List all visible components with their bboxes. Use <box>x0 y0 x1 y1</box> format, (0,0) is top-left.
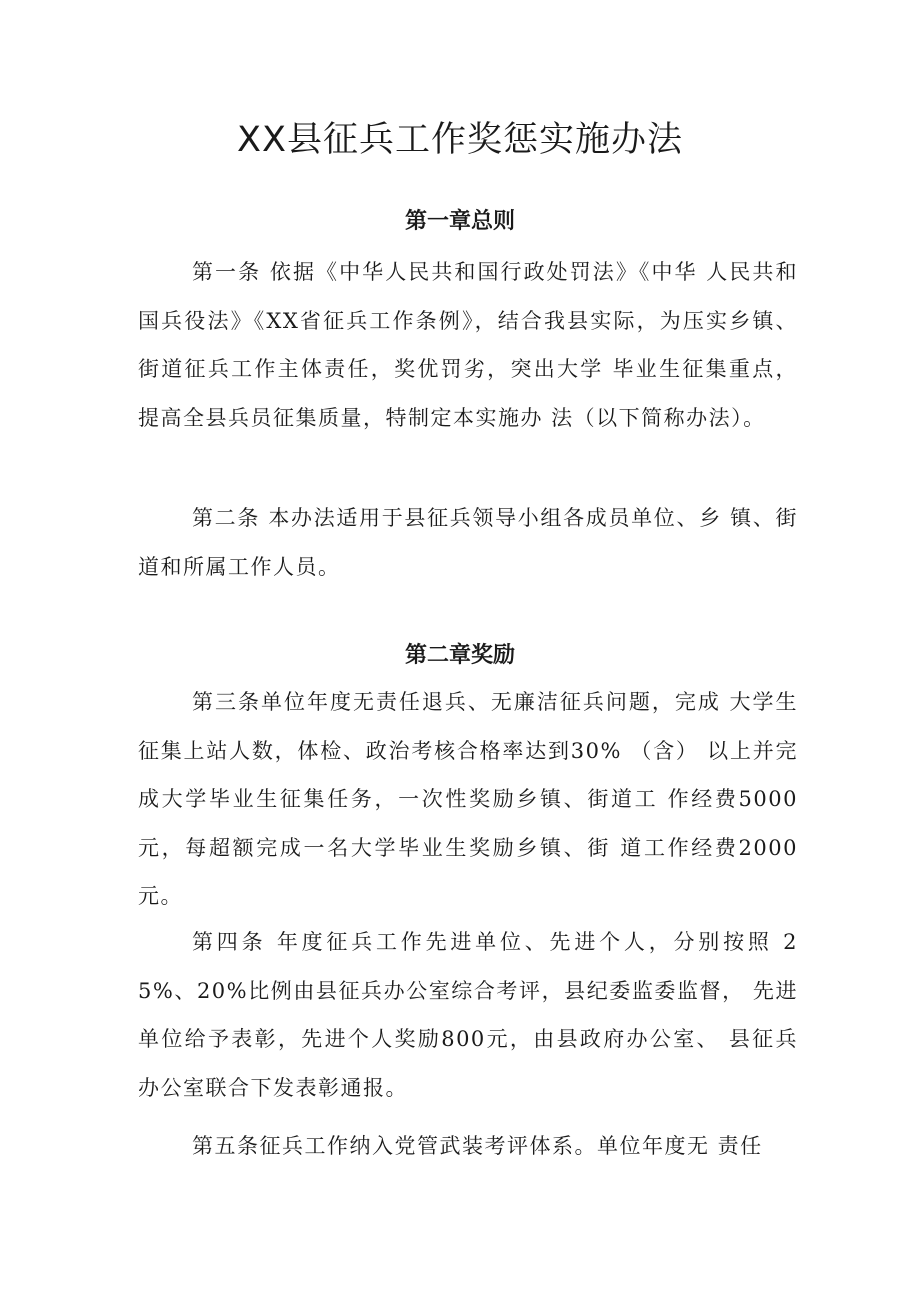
article-1: 第一条 依据《中华人民共和国行政处罚法》《中华 人民共和国兵役法》《XX省征兵工作条例》，结合我县实际，为压实乡镇、街道征兵工作主体责任，奖优罚劣，突出大学 毕业生征集重点，提高全县兵员征集质量，特制定本实施办 法（以下简称办法）。 <box>138 260 798 430</box>
article-3: 第三条单位年度无责任退兵、无廉洁征兵问题，完成 大学生征集上站人数，体检、政治考核合格率达到30% （含） 以上并完成大学毕业生征集任务，一次性奖励乡镇、街道工 作经费5000元，每超额完成一名大学毕业生奖励乡镇、街 道工作经费2000元。 <box>138 690 798 908</box>
article-4: 第四条 年度征兵工作先进单位、先进个人，分别按照 25%、20%比例由县征兵办公室综合考评，县纪委监委监督， 先进单位给予表彰，先进个人奖励800元，由县政府办公室、 县征兵办公室联合下发表彰通报。 <box>138 930 798 1100</box>
chapter-heading-general: 第一章总则 <box>404 209 515 234</box>
article-2: 第二条 本办法适用于县征兵领导小组各成员单位、乡 镇、街道和所属工作人员。 <box>138 506 798 579</box>
article-5: 第五条征兵工作纳入党管武装考评体系。单位年度无 责任 <box>192 1134 763 1158</box>
chapter-heading-rewards: 第二章奖励 <box>404 643 515 668</box>
document-title: XX县征兵工作奖惩实施办法 <box>237 120 683 160</box>
